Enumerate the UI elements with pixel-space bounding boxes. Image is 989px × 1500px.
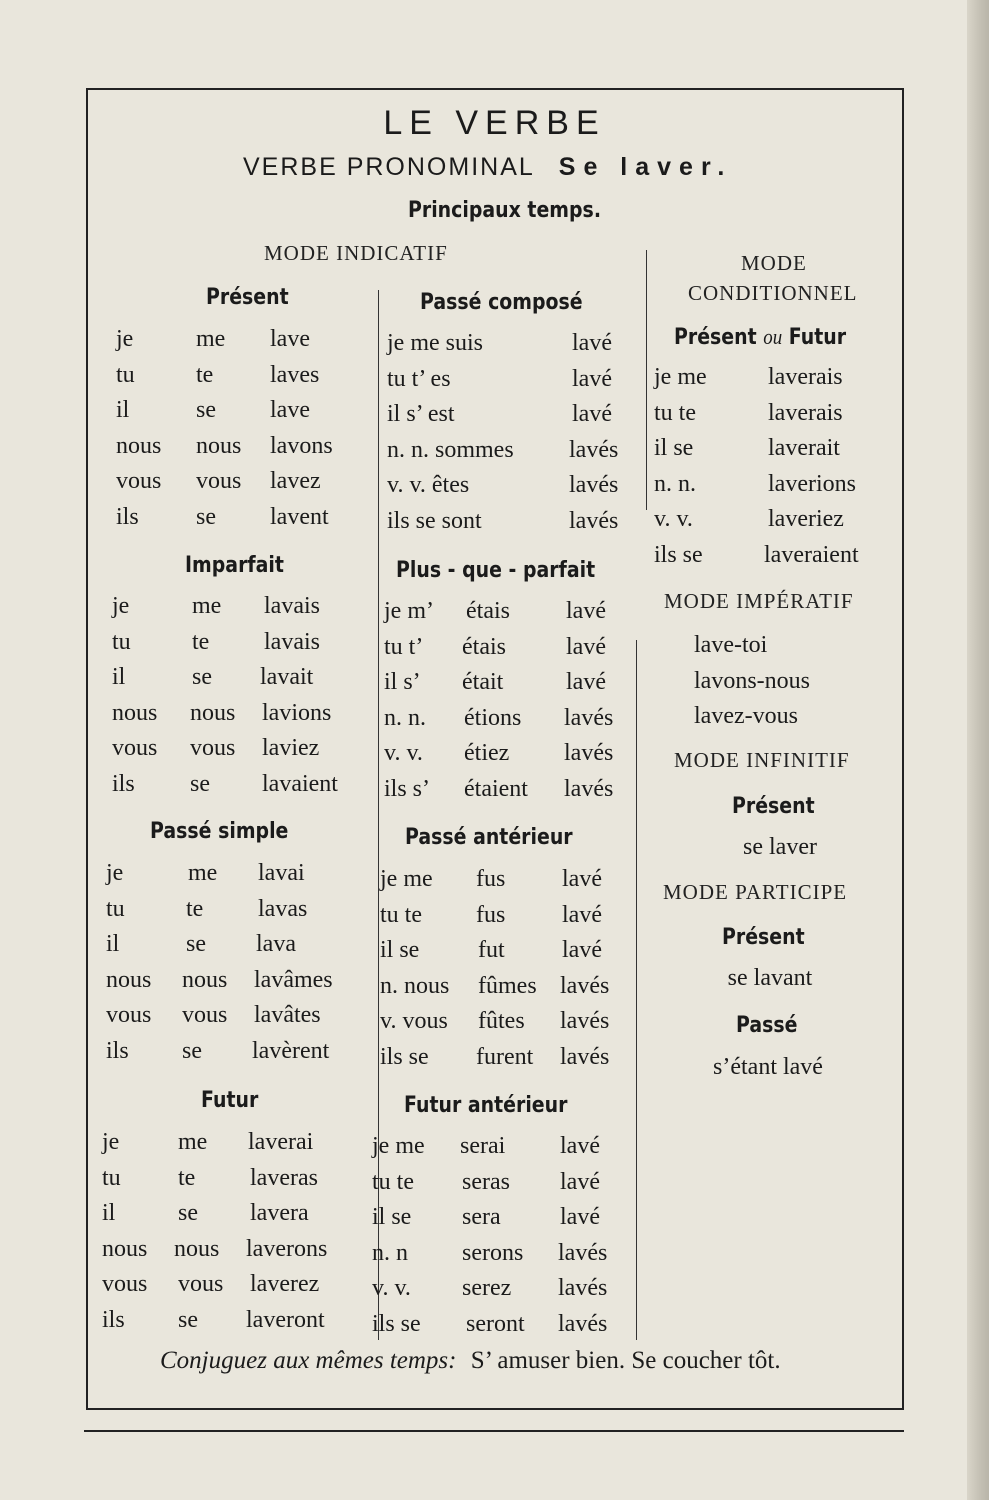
principaux-temps: Principaux temps. bbox=[408, 198, 602, 223]
instruction-label: Conjuguez aux mêmes temps: bbox=[160, 1347, 457, 1374]
column-divider-right-lower bbox=[636, 640, 637, 1340]
instruction-text: S’ amuser bien. Se coucher tôt. bbox=[470, 1347, 781, 1374]
bottom-rule bbox=[84, 1430, 904, 1432]
mode-conditionnel-line2: CONDITIONNEL bbox=[688, 281, 858, 305]
exercise-instruction bbox=[100, 1346, 890, 1376]
participe-present-value: se lavant bbox=[727, 965, 813, 991]
tense-title-futur: Futur bbox=[201, 1088, 259, 1113]
participe-passe-value: s’étant lavé bbox=[713, 1054, 823, 1080]
mode-conditionnel-line1: MODE bbox=[741, 251, 807, 275]
subtitle-verb: Se laver. bbox=[558, 153, 733, 181]
mode-indicatif: MODE INDICATIF bbox=[264, 241, 448, 265]
tense-title-conditionnel: Présent ou Futur bbox=[674, 324, 847, 350]
page-title: LE VERBE bbox=[383, 104, 606, 142]
tense-title-passe-anterieur: Passé antérieur bbox=[405, 825, 573, 850]
page-edge bbox=[967, 0, 989, 1500]
participe-present-title: Présent bbox=[722, 925, 805, 950]
subtitle bbox=[243, 153, 732, 182]
infinitif-present-title: Présent bbox=[732, 794, 815, 819]
tense-title-passe-simple: Passé simple bbox=[150, 819, 289, 844]
tense-title-futur-anterieur: Futur antérieur bbox=[404, 1093, 568, 1118]
tense-title-plus-que-parfait: Plus - que - parfait bbox=[396, 558, 596, 583]
mode-participe: MODE PARTICIPE bbox=[663, 880, 848, 904]
subtitle-label: VERBE PRONOMINAL bbox=[243, 153, 535, 181]
tense-title-passe-compose: Passé composé bbox=[420, 290, 583, 315]
infinitif-present-value: se laver bbox=[743, 834, 817, 860]
mode-infinitif: MODE INFINITIF bbox=[674, 748, 850, 772]
mode-imperatif: MODE IMPÉRATIF bbox=[664, 589, 854, 613]
tense-title-present: Présent bbox=[206, 285, 289, 310]
participe-passe-title: Passé bbox=[736, 1013, 798, 1038]
column-divider-right bbox=[646, 250, 647, 510]
tense-title-imparfait: Imparfait bbox=[185, 553, 284, 578]
